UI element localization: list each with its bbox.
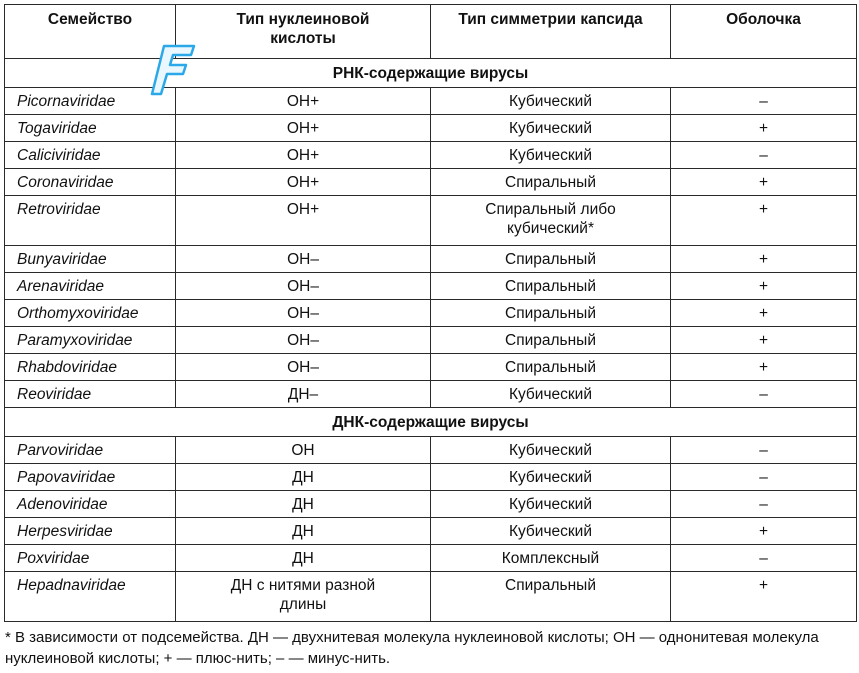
- nucleic-acid-cell: ДН: [176, 545, 431, 572]
- table-row: [5, 246, 857, 273]
- nucleic-acid-cell: ДН–: [176, 381, 431, 408]
- symmetry-cell: Спиральный: [431, 572, 671, 622]
- family-cell: Togaviridae: [5, 115, 176, 142]
- nucleic-acid-cell: ОН+: [176, 196, 431, 246]
- envelope-cell: +: [671, 327, 857, 354]
- envelope-cell: +: [671, 273, 857, 300]
- family-cell: Bunyaviridae: [5, 246, 176, 273]
- table-row: [5, 142, 857, 169]
- symmetry-cell: Кубический: [431, 381, 671, 408]
- table-row: [5, 169, 857, 196]
- nucleic-acid-cell: ОН+: [176, 169, 431, 196]
- nucleic-acid-cell: ОН–: [176, 300, 431, 327]
- symmetry-cell: Кубический: [431, 491, 671, 518]
- family-cell: Picornaviridae: [5, 88, 176, 115]
- envelope-cell: –: [671, 88, 857, 115]
- family-cell: Orthomyxoviridae: [5, 300, 176, 327]
- table-row: [5, 545, 857, 572]
- family-cell: Retroviridae: [5, 196, 176, 246]
- family-cell: Hepadnaviridae: [5, 572, 176, 622]
- f-logo-icon: [150, 40, 200, 98]
- header-nucleic-acid: Тип нуклеиновой кислоты: [176, 5, 431, 59]
- envelope-cell: –: [671, 437, 857, 464]
- envelope-cell: –: [671, 491, 857, 518]
- envelope-cell: +: [671, 196, 857, 246]
- envelope-cell: –: [671, 142, 857, 169]
- table-row: [5, 464, 857, 491]
- family-cell: Poxviridae: [5, 545, 176, 572]
- envelope-cell: –: [671, 545, 857, 572]
- family-cell: Herpesviridae: [5, 518, 176, 545]
- nucleic-acid-cell: ОН+: [176, 142, 431, 169]
- nucleic-acid-cell: ОН–: [176, 354, 431, 381]
- symmetry-cell: Комплексный: [431, 545, 671, 572]
- family-cell: Rhabdoviridae: [5, 354, 176, 381]
- symmetry-cell: Спиральный: [431, 246, 671, 273]
- table-header-row: [5, 5, 857, 59]
- header-symmetry: Тип симметрии капсида: [431, 5, 671, 59]
- virus-families-table: [4, 4, 857, 622]
- table-row: [5, 437, 857, 464]
- symmetry-cell: Кубический: [431, 115, 671, 142]
- nucleic-acid-cell: ОН–: [176, 273, 431, 300]
- table-row: [5, 381, 857, 408]
- envelope-cell: +: [671, 115, 857, 142]
- group-title: ДНК-содержащие вирусы: [5, 408, 857, 437]
- envelope-cell: +: [671, 300, 857, 327]
- header-envelope: Оболочка: [671, 5, 857, 59]
- symmetry-cell: Кубический: [431, 518, 671, 545]
- nucleic-acid-cell: ОН+: [176, 88, 431, 115]
- symmetry-cell: Спиральный: [431, 169, 671, 196]
- family-cell: Caliciviridae: [5, 142, 176, 169]
- symmetry-cell: Кубический: [431, 464, 671, 491]
- envelope-cell: –: [671, 464, 857, 491]
- nucleic-acid-cell: ОН–: [176, 246, 431, 273]
- family-cell: Parvoviridae: [5, 437, 176, 464]
- table-row: [5, 518, 857, 545]
- table-row: [5, 572, 857, 622]
- table-row: [5, 196, 857, 246]
- nucleic-acid-cell: ОН: [176, 437, 431, 464]
- footnote: * В зависимости от подсемейства. ДН — двухнитевая молекула нуклеиновой кислоты; ОН — однонитевая молекула нуклеиновой кислоты; + — плюс-нить; – — минус-нить.: [5, 629, 819, 667]
- nucleic-acid-cell: ОН–: [176, 327, 431, 354]
- group-header-row: [5, 59, 857, 88]
- envelope-cell: +: [671, 518, 857, 545]
- family-cell: Adenoviridae: [5, 491, 176, 518]
- symmetry-cell: Спиральный либо кубический*: [431, 196, 671, 246]
- table-row: [5, 115, 857, 142]
- symmetry-cell: Спиральный: [431, 354, 671, 381]
- table-row: [5, 491, 857, 518]
- symmetry-cell: Кубический: [431, 142, 671, 169]
- table-row: [5, 88, 857, 115]
- header-family: Семейство: [5, 5, 176, 59]
- family-cell: Paramyxoviridae: [5, 327, 176, 354]
- symmetry-cell: Спиральный: [431, 300, 671, 327]
- table-row: [5, 327, 857, 354]
- nucleic-acid-cell: ДН: [176, 518, 431, 545]
- family-cell: Arenaviridae: [5, 273, 176, 300]
- symmetry-cell: Кубический: [431, 88, 671, 115]
- nucleic-acid-cell: ОН+: [176, 115, 431, 142]
- nucleic-acid-cell: ДН: [176, 464, 431, 491]
- nucleic-acid-cell: ДН: [176, 491, 431, 518]
- envelope-cell: +: [671, 246, 857, 273]
- table-row: [5, 300, 857, 327]
- family-cell: Reoviridae: [5, 381, 176, 408]
- envelope-cell: +: [671, 169, 857, 196]
- symmetry-cell: Кубический: [431, 437, 671, 464]
- group-header-row: [5, 408, 857, 437]
- table-row: [5, 354, 857, 381]
- table-body: [5, 59, 857, 622]
- envelope-cell: +: [671, 572, 857, 622]
- family-cell: Coronaviridae: [5, 169, 176, 196]
- table-row: [5, 273, 857, 300]
- group-title: РНК-содержащие вирусы: [5, 59, 857, 88]
- family-cell: Papovaviridae: [5, 464, 176, 491]
- envelope-cell: +: [671, 354, 857, 381]
- envelope-cell: –: [671, 381, 857, 408]
- symmetry-cell: Спиральный: [431, 273, 671, 300]
- symmetry-cell: Спиральный: [431, 327, 671, 354]
- nucleic-acid-cell: ДН с нитями разной длины: [176, 572, 431, 622]
